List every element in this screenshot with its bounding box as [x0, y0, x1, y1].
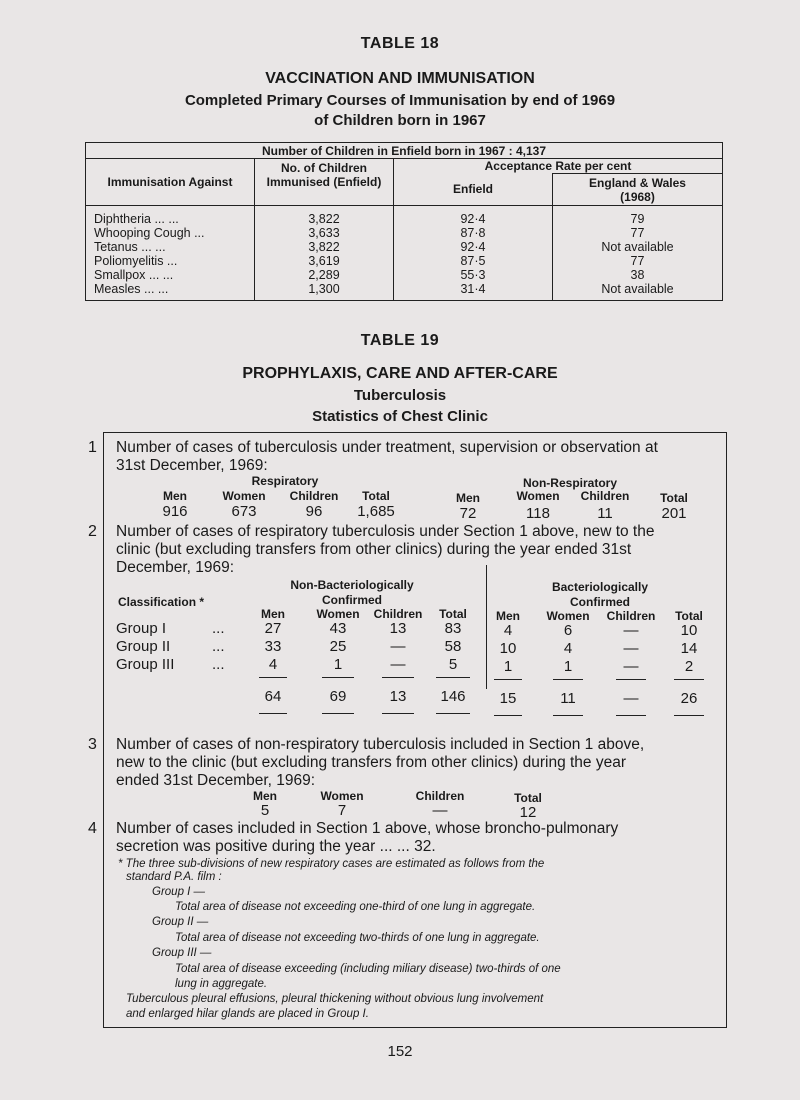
- group-iii-total: 5: [448, 656, 458, 673]
- footnote-closing: Tuberculous pleural effusions, pleural thickening without obvious lung involvement: [126, 993, 544, 1005]
- table-row: [86, 282, 723, 301]
- col-acceptance-rate: Acceptance Rate per cent: [394, 159, 723, 174]
- non-respiratory-heading: Non-Respiratory: [522, 476, 617, 490]
- total-children: 13: [389, 688, 407, 705]
- group-i-women-b: 6: [563, 622, 573, 639]
- immunised-count: 2,289: [255, 268, 394, 282]
- sum-rule: [259, 677, 287, 678]
- table-row: [86, 240, 723, 254]
- section-3-line1: Number of cases of non-respiratory tuberculosis included in Section 1 above,: [116, 736, 645, 753]
- table-row: [86, 226, 723, 240]
- disease-name: Smallpox ... ...: [86, 268, 255, 282]
- sum-rule: [616, 679, 646, 680]
- total-rule: [553, 715, 583, 716]
- bact-heading2: Confirmed: [570, 595, 630, 609]
- immunised-count: 3,633: [255, 226, 394, 240]
- table19-subheading: Tuberculosis: [353, 387, 447, 404]
- enfield-rate: 92·4: [394, 240, 553, 254]
- group-iii-children: —: [390, 656, 406, 673]
- group-ii-men: 33: [264, 638, 282, 655]
- section-2-line3: December, 1969:: [116, 559, 235, 576]
- total-women: 69: [329, 688, 347, 705]
- section-2-line2: clinic (but excluding transfers from other clinics) during the year ended 31st: [116, 541, 632, 558]
- section-1-line2: 31st December, 1969:: [116, 457, 268, 474]
- footnote-group-iii: Group III —: [152, 947, 212, 959]
- col-no-children: [255, 159, 394, 206]
- non-bact-heading: Non-Bacteriologically: [290, 578, 414, 592]
- england-rate: Not available: [553, 282, 723, 301]
- s1-label-children: Children: [289, 489, 339, 503]
- group-ii-men-b: 10: [499, 640, 517, 657]
- group-iii-children-b: —: [623, 658, 639, 675]
- enfield-rate: 31·4: [394, 282, 553, 301]
- group-iii-label: Group III: [116, 656, 175, 673]
- group-ii-total-b: 14: [680, 640, 698, 657]
- s2-label-children: Children: [373, 607, 423, 621]
- group-i-children: 13: [389, 620, 407, 637]
- s1-value-men-nr: 72: [459, 505, 477, 522]
- section-3-number: 3: [88, 736, 97, 753]
- total-total-b: 26: [680, 690, 698, 707]
- s1-label-children-nr: Children: [580, 489, 630, 503]
- immunisation-table: [85, 142, 723, 301]
- immunised-count: 1,300: [255, 282, 394, 301]
- england-rate: 79: [553, 212, 723, 226]
- sum-rule: [382, 677, 414, 678]
- disease-name: Whooping Cough ...: [86, 226, 255, 240]
- table18-banner: Number of Children in Enfield born in 1967 : 4,137: [86, 143, 723, 159]
- s1-value-total-nr: 201: [661, 505, 687, 522]
- respiratory-heading: Respiratory: [251, 474, 319, 488]
- s2-label-men-b: Men: [496, 609, 520, 623]
- table-row: [86, 268, 723, 282]
- enfield-rate: 87·8: [394, 226, 553, 240]
- s2-label-women-b: Women: [546, 609, 590, 623]
- s1-value-men: 916: [162, 503, 188, 520]
- s1-label-men-nr: Men: [456, 491, 480, 505]
- bact-heading: Bacteriologically: [551, 580, 649, 594]
- total-children-b: —: [623, 690, 639, 707]
- s3-label-men: Men: [253, 789, 277, 803]
- footnote-group-iii-text2: lung in aggregate.: [175, 978, 268, 990]
- s2-label-women: Women: [316, 607, 360, 621]
- s2-label-men: Men: [261, 607, 285, 621]
- footnote-group-ii-text: Total area of disease not exceeding two-thirds of one lung in aggregate.: [175, 932, 540, 944]
- group-ii-dots: ...: [212, 638, 225, 655]
- section-4-number: 4: [88, 820, 97, 837]
- section-1-number: 1: [88, 439, 97, 456]
- non-bact-heading2: Confirmed: [322, 593, 382, 607]
- section-4-line2: secretion was positive during the year ... ... 32.: [116, 838, 436, 855]
- s1-label-total-nr: Total: [660, 491, 688, 505]
- total-total: 146: [440, 688, 466, 705]
- s2-label-children-b: Children: [606, 609, 656, 623]
- s3-value-men: 5: [260, 802, 270, 819]
- total-rule: [616, 715, 646, 716]
- group-iii-women-b: 1: [563, 658, 573, 675]
- classification-heading: Classification *: [118, 595, 205, 609]
- footnote-closing2: and enlarged hilar glands are placed in Group I.: [126, 1008, 369, 1020]
- england-rate: Not available: [553, 240, 723, 254]
- immunised-count: 3,619: [255, 254, 394, 268]
- group-i-children-b: —: [623, 622, 639, 639]
- s1-label-total: Total: [362, 489, 390, 503]
- group-i-men-b: 4: [503, 622, 513, 639]
- group-ii-total: 58: [444, 638, 462, 655]
- enfield-rate: 92·4: [394, 212, 553, 226]
- table18-heading: VACCINATION AND IMMUNISATION: [265, 70, 535, 87]
- footnote-intro: * The three sub-divisions of new respiratory cases are estimated as follows from the: [118, 858, 545, 870]
- total-rule: [674, 715, 704, 716]
- sum-rule: [674, 679, 704, 680]
- s1-value-children-nr: 11: [597, 505, 613, 522]
- table19-title: TABLE 19: [360, 332, 440, 349]
- total-rule: [436, 713, 470, 714]
- s1-label-women-nr: Women: [516, 489, 560, 503]
- sum-rule: [553, 679, 583, 680]
- footnote-group-iii-text: Total area of disease exceeding (including miliary disease) two-thirds of one: [175, 963, 561, 975]
- section-4-line1: Number of cases included in Section 1 above, whose broncho-pulmonary: [116, 820, 619, 837]
- s2-label-total: Total: [439, 607, 467, 621]
- s1-label-women: Women: [222, 489, 266, 503]
- total-rule: [494, 715, 522, 716]
- group-ii-children-b: —: [623, 640, 639, 657]
- table19-heading: PROPHYLAXIS, CARE AND AFTER-CARE: [242, 365, 558, 382]
- footnote-group-i: Group I —: [152, 886, 206, 898]
- s3-value-women: 7: [337, 802, 347, 819]
- table18-title: TABLE 18: [360, 35, 440, 52]
- s3-label-children: Children: [415, 789, 465, 803]
- table-row: [86, 212, 723, 226]
- group-i-dots: ...: [212, 620, 225, 637]
- group-iii-dots: ...: [212, 656, 225, 673]
- england-rate: 77: [553, 254, 723, 268]
- section-3-line3: ended 31st December, 1969:: [116, 772, 316, 789]
- s2-label-total-b: Total: [675, 609, 703, 623]
- total-men-b: 15: [499, 690, 517, 707]
- enfield-rate: 55·3: [394, 268, 553, 282]
- group-iii-total-b: 2: [684, 658, 694, 675]
- group-ii-label: Group II: [116, 638, 171, 655]
- total-rule: [382, 713, 414, 714]
- group-ii-women-b: 4: [563, 640, 573, 657]
- s3-value-children: —: [432, 802, 448, 819]
- sum-rule: [322, 677, 354, 678]
- s3-value-total: 12: [519, 804, 537, 821]
- total-men: 64: [264, 688, 282, 705]
- s1-value-total: 1,685: [357, 503, 395, 520]
- s3-label-women: Women: [320, 789, 364, 803]
- disease-name: Measles ... ...: [86, 282, 255, 301]
- disease-name: Poliomyelitis ...: [86, 254, 255, 268]
- s1-value-women-nr: 118: [526, 505, 550, 522]
- england-rate: 38: [553, 268, 723, 282]
- england-rate: 77: [553, 226, 723, 240]
- footnote-intro2: standard P.A. film :: [126, 871, 222, 883]
- group-i-label: Group I: [116, 620, 167, 637]
- total-women-b: 11: [560, 690, 576, 707]
- group-i-total-b: 10: [680, 622, 698, 639]
- footnote-group-i-text: Total area of disease not exceeding one-third of one lung in aggregate.: [175, 901, 536, 913]
- group-iii-men-b: 1: [503, 658, 513, 675]
- group-iii-men: 4: [268, 656, 278, 673]
- col-immunisation-against: Immunisation Against: [86, 159, 255, 206]
- col-england-wales: [553, 174, 723, 206]
- table18-subheading2: of Children born in 1967: [314, 112, 486, 129]
- s1-value-children: 96: [305, 503, 323, 520]
- disease-name: Tetanus ... ...: [86, 240, 255, 254]
- table-row: [86, 254, 723, 268]
- table19-subheading2: Statistics of Chest Clinic: [312, 408, 488, 425]
- col-england-wales-year: (1968): [620, 189, 655, 204]
- footnote-group-ii: Group II —: [152, 916, 209, 928]
- total-rule: [322, 713, 354, 714]
- page-number: 152: [387, 1043, 413, 1060]
- disease-name: Diphtheria ... ...: [86, 212, 255, 226]
- col-enfield: Enfield: [394, 174, 553, 206]
- sum-rule: [494, 679, 522, 680]
- group-ii-children: —: [390, 638, 406, 655]
- immunised-count: 3,822: [255, 240, 394, 254]
- col-no-children-line2: Immunised (Enfield): [266, 175, 382, 189]
- table18-subheading: Completed Primary Courses of Immunisation by end of 1969: [184, 92, 616, 109]
- s2-column-divider: [486, 565, 487, 689]
- group-i-men: 27: [264, 620, 282, 637]
- s1-label-men: Men: [163, 489, 187, 503]
- section-3-line2: new to the clinic (but excluding transfers from other clinics) during the year: [116, 754, 627, 771]
- section-1-line1: Number of cases of tuberculosis under treatment, supervision or observation at: [116, 439, 658, 456]
- group-i-women: 43: [329, 620, 347, 637]
- section-2-number: 2: [88, 523, 97, 540]
- section-2-line1: Number of cases of respiratory tuberculosis under Section 1 above, new to the: [116, 523, 655, 540]
- s1-value-women: 673: [231, 503, 257, 520]
- group-i-total: 83: [444, 620, 462, 637]
- group-iii-women: 1: [333, 656, 343, 673]
- sum-rule: [436, 677, 470, 678]
- immunised-count: 3,822: [255, 212, 394, 226]
- group-ii-women: 25: [329, 638, 347, 655]
- col-england-wales-label: England & Wales: [589, 175, 686, 190]
- s3-label-total: Total: [514, 791, 542, 805]
- enfield-rate: 87·5: [394, 254, 553, 268]
- total-rule: [259, 713, 287, 714]
- col-no-children-line1: No. of Children: [281, 161, 367, 175]
